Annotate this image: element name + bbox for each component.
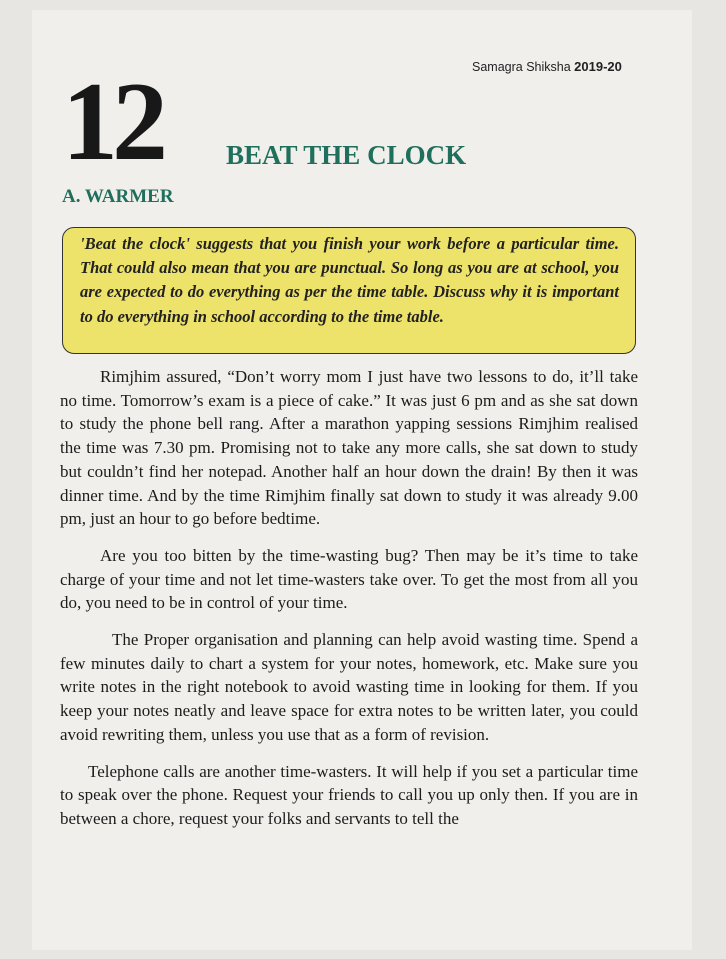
paragraph: Are you too bitten by the time-wasting bug? Then may be it’s time to take charge of your time and not let time-wasters take over. To get the most from all you do, you need to be in control of your time. bbox=[60, 545, 638, 613]
chapter-number: 12 bbox=[62, 60, 162, 184]
section-heading: A. WARMER bbox=[62, 186, 174, 207]
warmer-callout-box bbox=[62, 227, 636, 354]
academic-year: 2019-20 bbox=[574, 59, 622, 74]
paragraph: Rimjhim assured, “Don’t worry mom I just have two lessons to do, it’ll take no time. Tomorrow’s exam is a piece of cake.” It was just 6 pm and as she sat down to study the phone bell rang. After a marathon yapping sessions Rimjhim realised the time was 7.30 pm. Promising not to take any more calls, she sat down to study but couldn’t find her notepad. Another half an hour down the drain! By then it was dinner time. And by the time Rimjhim finally sat down to study it was already 9.00 pm, just an hour to go before bedtime. bbox=[60, 367, 638, 529]
page-header bbox=[472, 59, 622, 74]
publisher-name: Samagra Shiksha bbox=[472, 60, 571, 74]
chapter-title: BEAT THE CLOCK bbox=[226, 140, 467, 170]
warmer-text: 'Beat the clock' suggests that you finish your work before a particular time. That could also mean that you are punctual. So long as you are at school, you are expected to do everything as per the time table. Discuss why it is important to do everything in school according to the time table. bbox=[80, 234, 619, 326]
body-text bbox=[60, 365, 638, 844]
paragraph: Telephone calls are another time-wasters. It will help if you set a particular time to speak over the phone. Request your friends to call you up only then. If you are in between a chore, request your folks and servants to tell the bbox=[60, 761, 638, 828]
paragraph: The Proper organisation and planning can help avoid wasting time. Spend a few minutes daily to chart a system for your notes, homework, etc. Make sure you write notes in the right notebook to avoid wasting time in looking for them. If you keep your notes neatly and leave space for extra notes to be written later, you could avoid rewriting them, unless you use that as a form of revision. bbox=[60, 630, 638, 744]
